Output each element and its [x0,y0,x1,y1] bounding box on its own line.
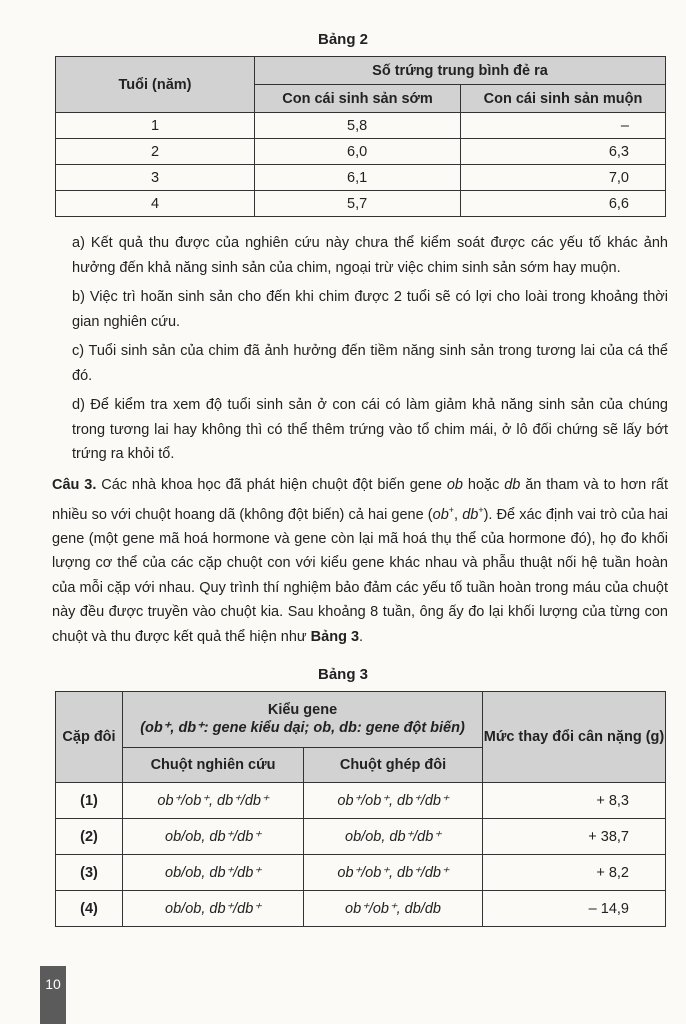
early-cell: 5,8 [255,113,461,139]
early-cell: 6,0 [255,139,461,165]
late-cell: 6,6 [461,191,666,217]
partner-genotype-cell: ob⁺/ob⁺, db⁺/db⁺ [304,855,483,891]
q3-table-ref: Bảng 3 [310,628,360,645]
table3-header-pair: Cặp đôi [56,692,123,783]
age-cell: 1 [56,113,255,139]
statement-d: d) Để kiểm tra xem độ tuổi sinh sản ở con cái có làm giảm khả năng sinh sản của chúng trong tương lai hay không thì có thể thêm trứng vào tổ chim mái, ở lô đối chứng sẽ lấy bớt trứng ra khỏi tổ. [72,397,668,462]
genotype-title: Kiểu gene [267,702,338,719]
table-row [56,891,666,927]
table3-header-genotype [123,692,483,748]
age-cell: 2 [56,139,255,165]
page-number: 10 [40,966,66,1024]
q3-gene-obplus: ob [432,506,449,523]
q3-plus: + [478,504,484,515]
age-cell: 3 [56,165,255,191]
table2-header-late: Con cái sinh sản muộn [461,85,666,113]
table3-header-study: Chuột nghiên cứu [123,747,304,782]
early-cell: 5,7 [255,191,461,217]
pair-cell: (1) [56,783,123,819]
table2-header-group: Số trứng trung bình đẻ ra [255,57,666,85]
table2-header-early: Con cái sinh sản sớm [255,85,461,113]
pair-cell: (3) [56,855,123,891]
table-row [56,139,666,165]
partner-genotype-cell: ob/ob, db⁺/db⁺ [304,819,483,855]
weight-change-cell: – 14,9 [483,891,666,927]
q3-text-part: . [359,628,364,645]
question3-label: Câu 3. [52,477,97,493]
age-cell: 4 [56,191,255,217]
study-genotype-cell: ob/ob, db⁺/db⁺ [123,855,304,891]
table2 [55,56,666,217]
early-cell: 6,1 [255,165,461,191]
table3-header-change: Mức thay đổi cân nặng (g) [483,692,666,783]
statement-b: b) Việc trì hoãn sinh sản cho đến khi chim được 2 tuổi sẽ có lợi cho loài trong khoảng thời gian nghiên cứu. [72,289,668,330]
statement-c: c) Tuổi sinh sản của chim đã ảnh hưởng đến tiềm năng sinh sản trong tương lai của cá thể đó. [72,343,668,384]
table3 [55,691,666,927]
table-row [56,855,666,891]
q3-text-part: Các nhà khoa học đã phát hiện chuột đột biến gene [96,477,447,493]
table-row [56,191,666,217]
pair-cell: (2) [56,819,123,855]
table-row [56,783,666,819]
question3-text [52,473,668,649]
table-row [56,165,666,191]
weight-change-cell: + 8,2 [483,855,666,891]
q3-gene-db: db [504,477,521,493]
statement-a: a) Kết quả thu được của nghiên cứu này chưa thể kiểm soát được các yếu tố khác ảnh hưởng đến khả năng sinh sản của chim, ngoại trừ việc chim sinh sản sớm hay muộn. [72,235,668,276]
late-cell: 7,0 [461,165,666,191]
table-row [56,113,666,139]
pair-cell: (4) [56,891,123,927]
partner-genotype-cell: ob⁺/ob⁺, db/db [304,891,483,927]
q3-gene-dbplus: db [462,506,479,523]
study-genotype-cell: ob/ob, db⁺/db⁺ [123,891,304,927]
q3-text-part: , [454,506,463,523]
study-genotype-cell: ob⁺/ob⁺, db⁺/db⁺ [123,783,304,819]
q3-plus: + [448,504,455,515]
q3-text-part: ăn tham và to hơn rất nhiều so với chuột hoang dã (không đột biến) cả hai gene ( [52,477,668,523]
study-genotype-cell: ob/ob, db⁺/db⁺ [123,819,304,855]
table-row [56,819,666,855]
late-cell: 6,3 [461,139,666,165]
table2-title: Bảng 2 [317,31,368,48]
table3-header-partner: Chuột ghép đôi [304,747,483,782]
table2-header-age: Tuổi (năm) [56,57,255,113]
partner-genotype-cell: ob⁺/ob⁺, db⁺/db⁺ [304,783,483,819]
q3-text-part: ). Để xác định vai trò của hai gene (một gene mã hoá hormone và gene còn lại mã hoá thụ thể của hormone đó), họ đo khối lượng cơ thể của các cặp chuột con với kiểu gene khác nhau và phẫu thuật nối hệ tuần hoàn của mỗi cặp với nhau. Quy trình thí nghiệm bảo đảm các yếu tố tuần hoàn trong máu của chuột này đều được truyền vào chuột kia. Sau khoảng 8 tuần, ông ấy đo lại khối lượng của từng con chuột và thu được kết quả thể hiện như [52,506,668,645]
q3-gene-ob: ob [446,477,463,493]
q3-text-part: hoặc [463,477,505,493]
weight-change-cell: + 38,7 [483,819,666,855]
table3-title: Bảng 3 [317,666,368,683]
weight-change-cell: + 8,3 [483,783,666,819]
genotype-note: (ob⁺, db⁺: gene kiểu dại; ob, db: gene đột biến) [140,720,465,737]
late-cell: – [461,113,666,139]
